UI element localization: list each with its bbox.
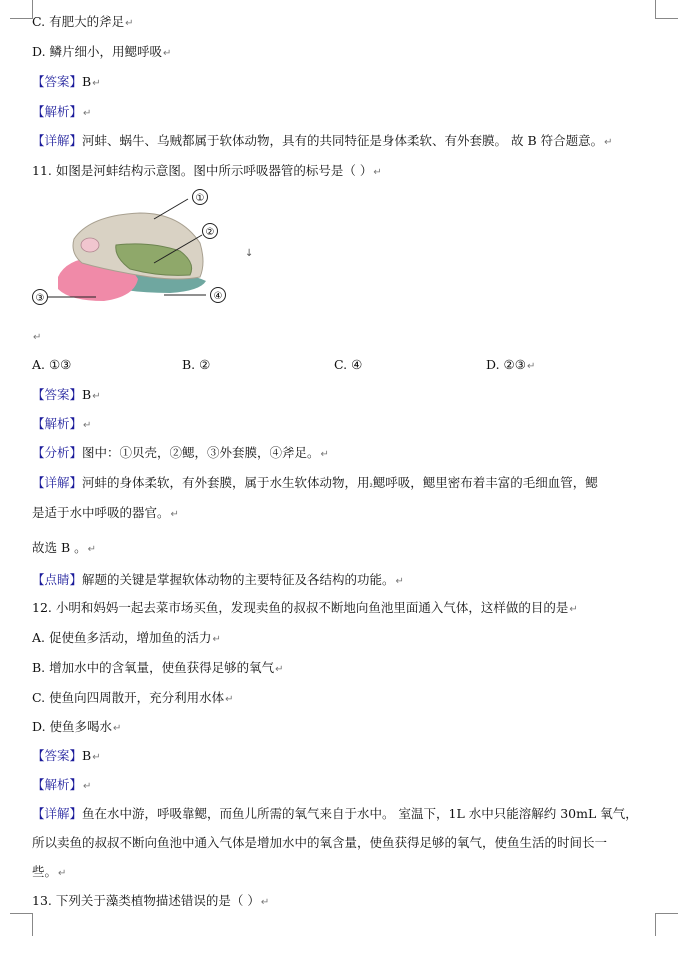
- paragraph-mark-icon: ↵: [225, 694, 234, 705]
- paragraph-mark-icon: ↵: [604, 137, 613, 148]
- paragraph-mark-icon: ↵: [395, 576, 404, 587]
- paragraph-mark-icon: ↵: [58, 868, 67, 879]
- detail-line-cont: 些。↵: [32, 864, 67, 879]
- tip-line: 【点睛】解题的关键是掌握软体动物的主要特征及各结构的功能。↵: [32, 572, 404, 587]
- analysis-line: 【分析】图中：①贝壳，②鳃，③外套膜，④斧足。↵: [32, 445, 329, 460]
- paragraph-mark-icon: ↵: [113, 723, 122, 734]
- option-line: A. 促使鱼多活动，增加鱼的活力↵: [32, 630, 221, 645]
- down-arrow-icon: ↓: [245, 248, 254, 259]
- page-corner-mark: [10, 913, 33, 936]
- paragraph-mark-icon: ↵: [275, 664, 284, 675]
- question-13: 13. 下列关于藻类植物描述错误的是（ ）↵: [32, 893, 270, 908]
- option-line: C. 有肥大的斧足↵: [32, 14, 134, 29]
- analysis-heading: 【解析】↵: [32, 416, 92, 431]
- paragraph-mark-icon: ↵: [569, 604, 578, 615]
- question-12: 12. 小明和妈妈一起去菜市场买鱼，发现卖鱼的叔叔不断地向鱼池里面通入气体，这样做的目的是↵: [32, 600, 578, 615]
- option-a: A. ①③: [32, 357, 72, 372]
- question-11: 11. 如图是河蚌结构示意图。图中所示呼吸器管的标号是（ ）↵: [32, 163, 382, 178]
- option-line: D. 鳞片细小，用鳃呼吸↵: [32, 44, 172, 59]
- paragraph-mark-icon: ↵: [33, 332, 42, 343]
- blank-paragraph: [32, 328, 648, 346]
- paragraph-mark-icon: ↵: [87, 544, 97, 555]
- hinge-shape: [81, 238, 99, 252]
- figure-label-1: ①: [195, 193, 205, 204]
- paragraph-mark-icon: ↵: [92, 78, 101, 89]
- detail-line: 【详解】河蚌、蜗牛、乌贼都属于软体动物，具有的共同特征是身体柔软、有外套膜。 故 B 符合题意。↵: [32, 133, 613, 148]
- paragraph-mark-icon: ↵: [212, 634, 221, 645]
- paragraph-mark-icon: ↵: [92, 752, 101, 763]
- select-line: 故选 B 。↵: [32, 540, 97, 555]
- paragraph-mark-icon: ↵: [320, 449, 329, 460]
- page-corner-mark: [10, 0, 33, 19]
- paragraph-mark-icon: ↵: [125, 18, 134, 29]
- figure-label-4: ④: [213, 291, 223, 302]
- paragraph-mark-icon: ↵: [163, 48, 172, 59]
- paragraph-mark-icon: ↵: [92, 391, 101, 402]
- option-d: D. ②③: [486, 357, 526, 372]
- option-c: C. ④: [334, 357, 363, 372]
- paragraph-mark-icon: ↵: [373, 167, 382, 178]
- paragraph-mark-icon: ↵: [526, 361, 536, 372]
- figure-label-3: ③: [35, 293, 45, 304]
- page-corner-mark: [655, 0, 678, 19]
- paragraph-mark-icon: ↵: [83, 108, 92, 119]
- detail-line: 【详解】河蚌的身体柔软，有外套膜，属于水生软体动物，用₂鳃呼吸，鳃里密布着丰富的毛细血管，鳃: [32, 475, 598, 490]
- mussel-diagram: [30, 185, 240, 315]
- detail-line-cont: 是适于水中呼吸的器官。↵: [32, 505, 179, 520]
- option-line: B. 增加水中的含氧量，使鱼获得足够的氧气↵: [32, 660, 284, 675]
- paragraph-mark-icon: ↵: [260, 897, 270, 908]
- answer-line: 【答案】B↵: [32, 387, 101, 402]
- detail-line: 【详解】鱼在水中游，呼吸靠鳃，而鱼儿所需的氧气来自于水中。 室温下，1L 水中只能溶解约 30mL 氧气，: [32, 806, 638, 821]
- option-line: D. 使鱼多喝水↵: [32, 719, 122, 734]
- answer-line: 【答案】B↵: [32, 748, 101, 763]
- paragraph-mark-icon: ↵: [83, 781, 92, 792]
- options-row-11: [32, 357, 648, 375]
- page-corner-mark: [655, 913, 678, 936]
- analysis-heading: 【解析】↵: [32, 104, 92, 119]
- option-b: B. ②: [182, 357, 211, 372]
- analysis-heading: 【解析】↵: [32, 777, 92, 792]
- paragraph-mark-icon: ↵: [170, 509, 179, 520]
- figure-label-2: ②: [205, 227, 215, 238]
- option-line: C. 使鱼向四周散开，充分利用水体↵: [32, 690, 234, 705]
- answer-line: 【答案】B↵: [32, 74, 101, 89]
- paragraph-mark-icon: ↵: [83, 420, 92, 431]
- subscript-mark: ₂: [369, 480, 373, 489]
- detail-line-cont: 所以卖鱼的叔叔不断向鱼池中通入气体是增加水中的氧含量，使鱼获得足够的氧气，使鱼生活的时间长一: [32, 835, 608, 850]
